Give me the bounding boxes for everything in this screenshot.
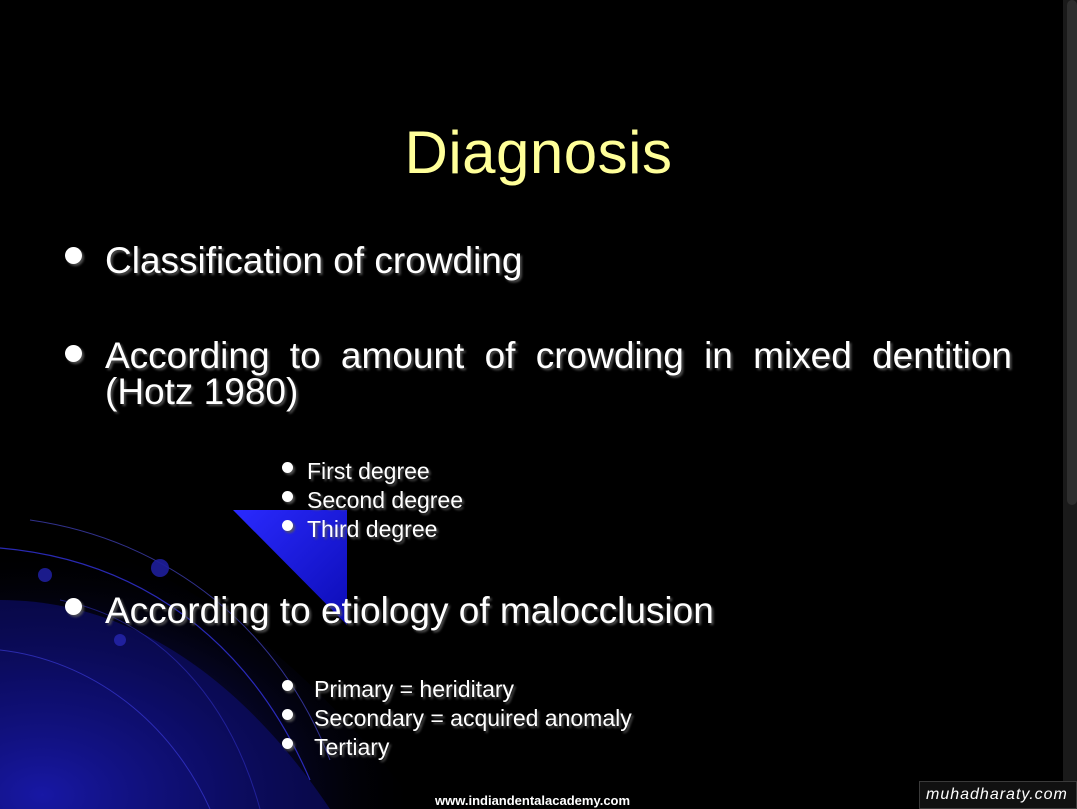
bullet-etiology: According to etiology of malocclusion (105, 590, 714, 631)
etiology-item-secondary: Secondary = acquired anomaly (314, 705, 632, 731)
footer-url: www.indiandentalacademy.com (435, 793, 631, 808)
bullet-hotz-line1: According to amount of crowding in mixed dentition (105, 335, 1012, 376)
degree-item-third: Third degree (307, 516, 438, 542)
sub-bullet-dot (282, 738, 293, 749)
bullet-hotz-line2: (Hotz 1980) (105, 371, 299, 412)
watermark-text: muhadharaty.com (926, 786, 1068, 803)
bullet-dot (65, 345, 82, 362)
slide-title: Diagnosis (404, 119, 673, 186)
degree-item-first: First degree (307, 458, 430, 484)
etiology-item-primary: Primary = heriditary (314, 676, 515, 702)
sub-bullet-dot (282, 709, 293, 720)
sub-bullet-dot (282, 680, 293, 691)
degree-item-second: Second degree (307, 487, 464, 513)
sub-bullet-dot (282, 462, 293, 473)
scrollbar-thumb[interactable] (1067, 0, 1077, 505)
watermark-badge (919, 781, 1077, 809)
etiology-item-tertiary: Tertiary (314, 734, 390, 760)
sub-bullet-dot (282, 520, 293, 531)
bullet-dot (65, 247, 82, 264)
bullet-classification: Classification of crowding (105, 240, 523, 281)
sub-bullet-dot (282, 491, 293, 502)
bullet-dot (65, 598, 82, 615)
